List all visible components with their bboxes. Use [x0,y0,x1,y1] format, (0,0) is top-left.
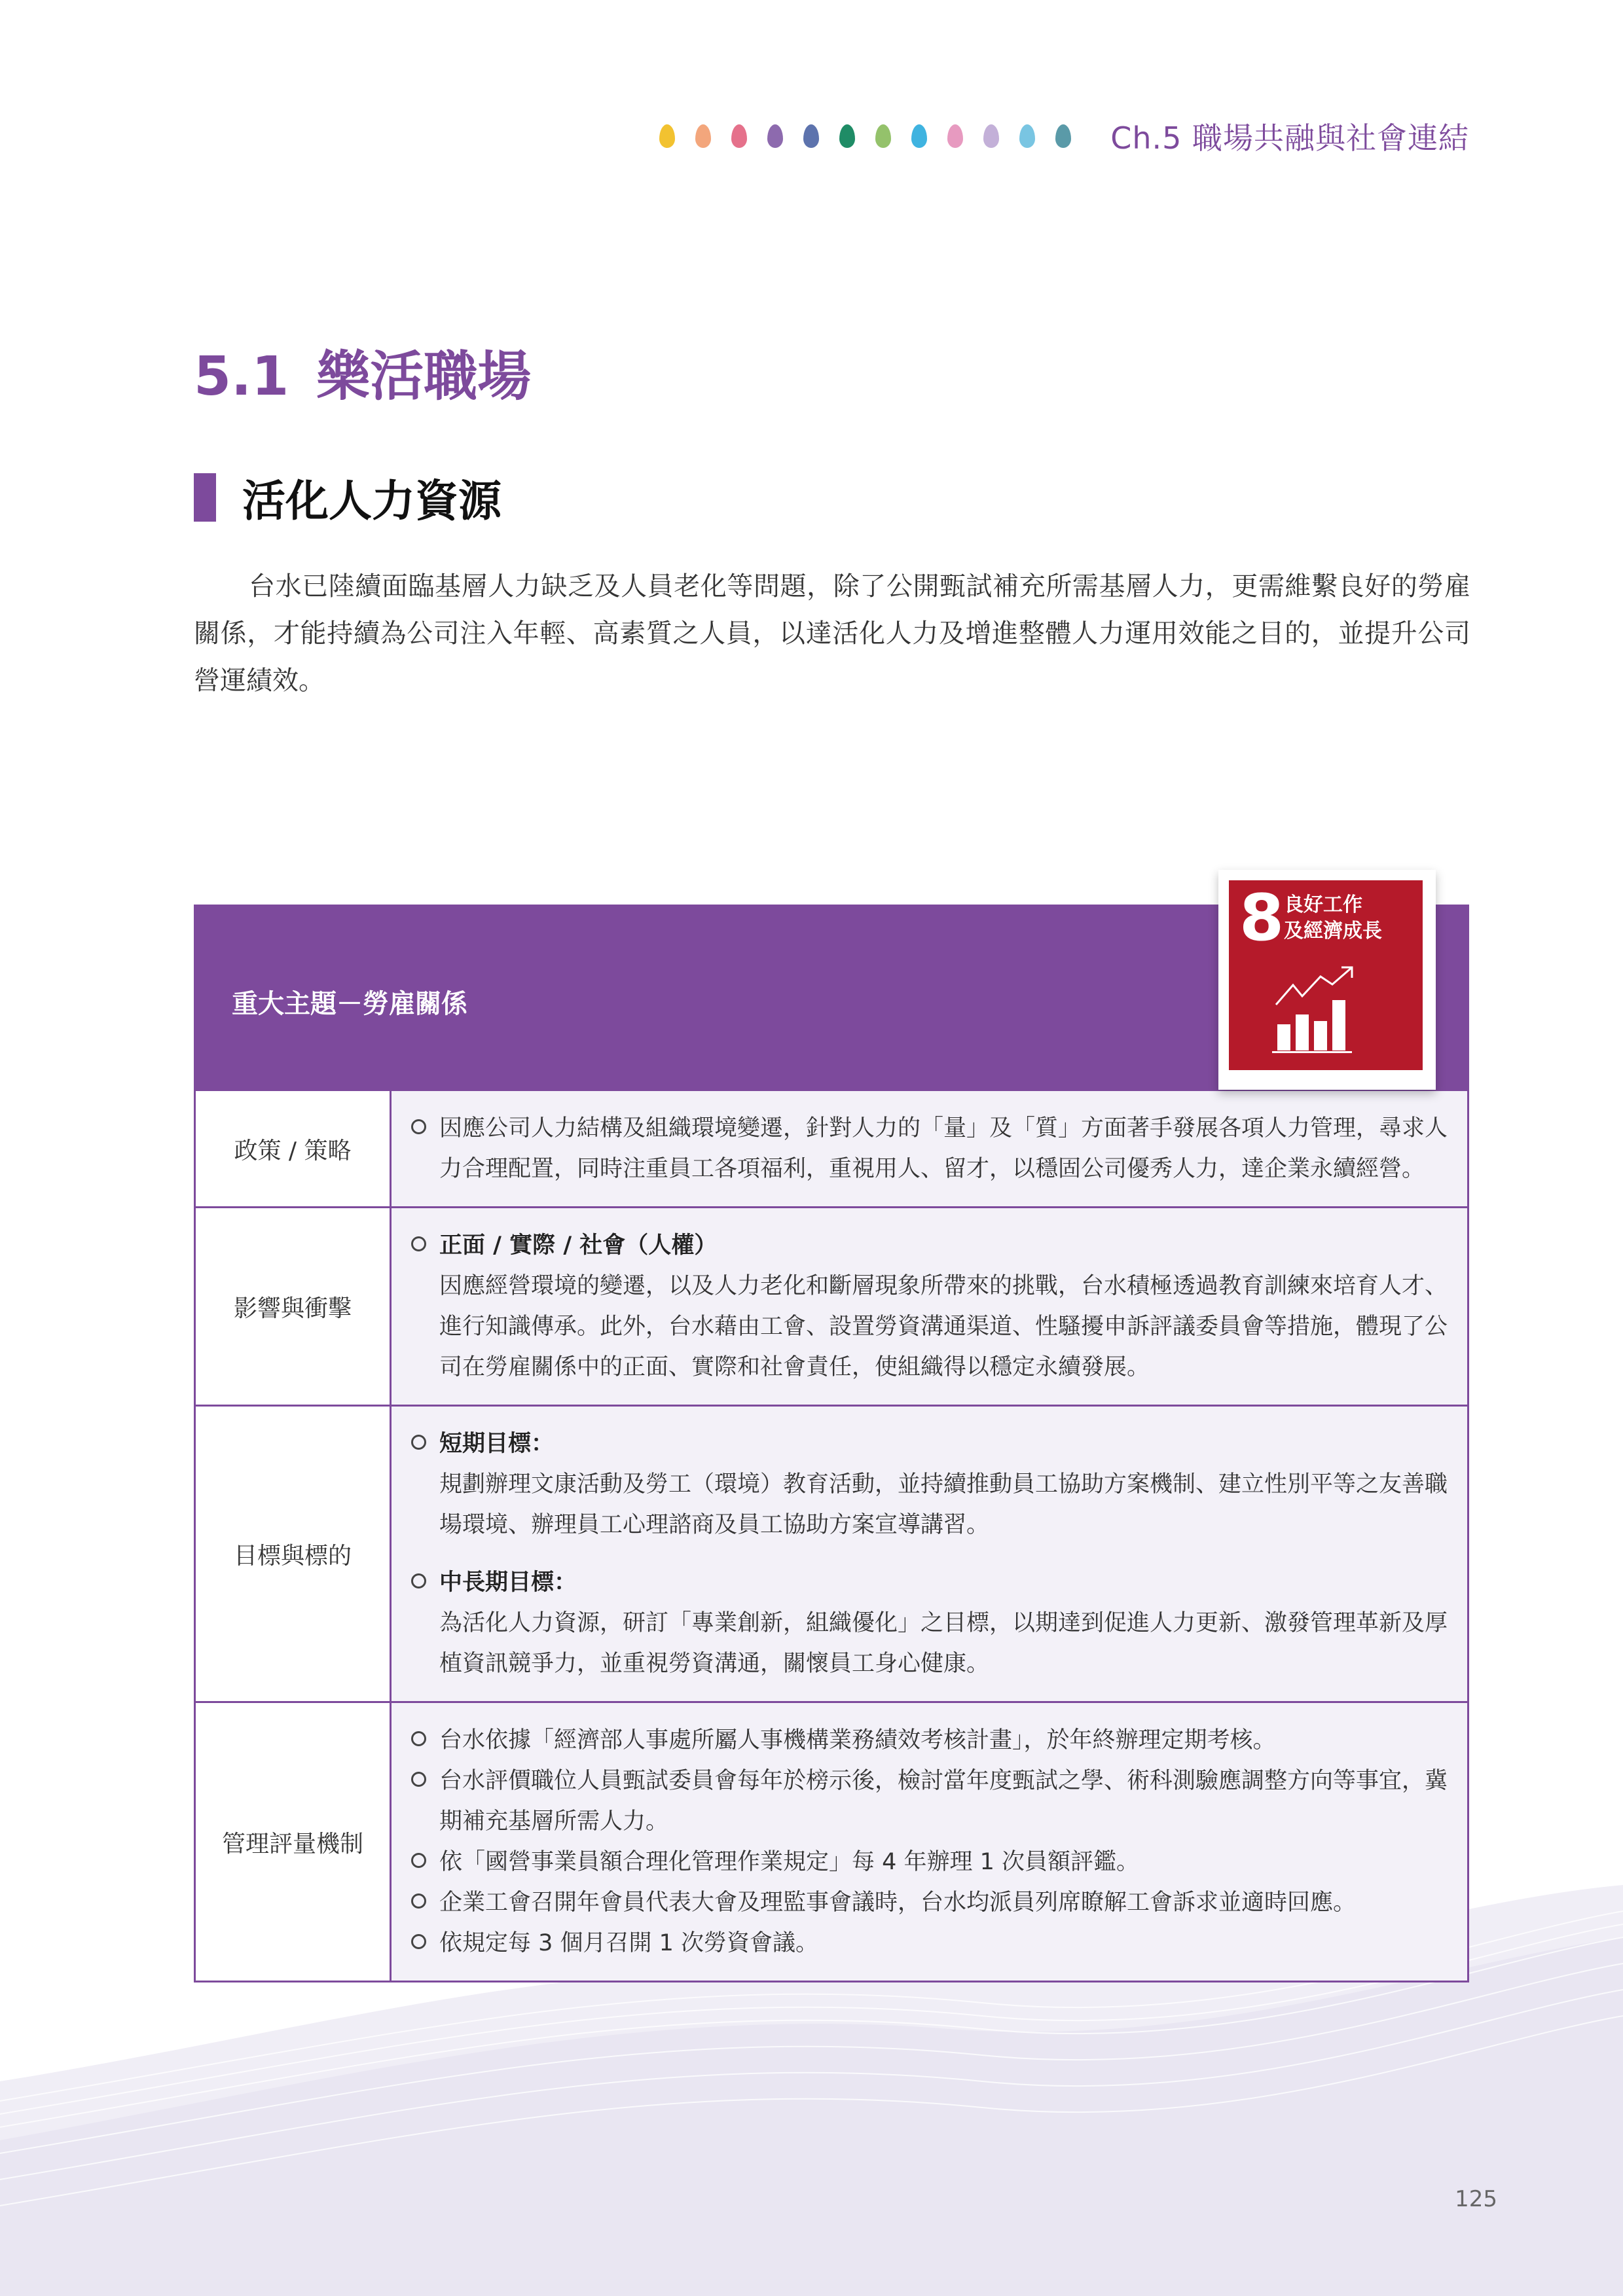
list-item: 依規定每 3 個月召開 1 次勞資會議。 [411,1923,1453,1964]
water-drop-icon [983,124,999,148]
bullet-circle-icon [411,1934,426,1949]
subsection-title: 活化人力資源 [242,476,501,526]
list-item: 正面 / 實際 / 社會（人權） [411,1225,1453,1266]
water-drops-decoration [649,124,1081,148]
bullet-circle-icon [411,1853,426,1868]
list-item: 中長期目標： [411,1562,1453,1603]
sdg-8-badge [1229,880,1423,1070]
list-item: 依「國營事業員額合理化管理作業規定」每 4 年辦理 1 次員額評鑑。 [411,1842,1453,1882]
impact-text: 因應經營環境的變遷，以及人力老化和斷層現象所帶來的挑戰，台水積極透過教育訓練來培育人才、進行知識傳承。此外，台水藉由工會、設置勞資溝通渠道、性騷擾申訴評議委員會等措施，體現了公司在勞雇關係中的正面、實際和社會責任，使組織得以穩定永續發展。 [439,1273,1448,1380]
water-drop-icon [839,124,855,148]
row-content [391,1090,1468,1208]
topic-title: 重大主題－勞雇關係 [232,989,467,1019]
water-drop-icon [947,124,963,148]
list-item: 短期目標： [411,1424,1453,1464]
intro-paragraph: 台水已陸續面臨基層人力缺乏及人員老化等問題，除了公開甄試補充所需基層人力，更需維繫良好的勞雇關係，才能持續為公司注入年輕、高素質之人員，以達活化人力及增進整體人力運用效能之目的，並提升公司營運績效。 [194,571,1470,696]
section-title-text: 樂活職場 [316,346,532,408]
bullet-circle-icon [411,1731,426,1746]
row-content [391,1406,1468,1702]
row-content [391,1702,1468,1982]
short-term-text: 規劃辦理文康活動及勞工（環境）教育活動，並持續推動員工協助方案機制、建立性別平等之友善職場環境、辦理員工心理諮商及員工協助方案宣導講習。 [439,1471,1448,1538]
water-drop-icon [1019,124,1035,148]
section-number: 5.1 [194,346,289,408]
topic-header-bar [194,881,1469,1089]
sdg-label-line2: 及經濟成長 [1284,920,1382,942]
topic-table [194,1089,1469,1982]
water-drop-icon [767,124,783,148]
table-row [195,1090,1468,1208]
bullet-circle-icon [411,1772,426,1787]
material-topic-table [194,881,1469,1982]
page-number: 125 [1455,2186,1497,2212]
list-item: 台水評價職位人員甄試委員會每年於榜示後，檢討當年度甄試之學、術科測驗應調整方向等事宜，冀期補充基層所需人力。 [411,1761,1453,1842]
bullet-circle-icon [411,1435,426,1450]
list-item: 企業工會召開年會員代表大會及理監事會議時，台水均派員列席瞭解工會訴求並適時回應。 [411,1882,1453,1923]
water-drop-icon [875,124,891,148]
growth-chart-icon [1268,962,1366,1054]
water-drop-icon [731,124,747,148]
row-label: 政策 / 策略 [195,1090,391,1208]
sdg-label [1284,892,1382,944]
bullet-circle-icon [411,1573,426,1588]
table-row [195,1702,1468,1982]
bullet-circle-icon [411,1119,426,1134]
section-title [194,334,531,410]
table-row [195,1406,1468,1702]
row-label: 目標與標的 [195,1406,391,1702]
table-row [195,1208,1468,1406]
sdg-badge-frame [1218,870,1436,1090]
water-drop-icon [695,124,711,148]
long-term-text: 為活化人力資源，研訂「專業創新，組織優化」之目標，以期達到促進人力更新、激發管理革新及厚植資訊競爭力，並重視勞資溝通，關懷員工身心健康。 [439,1610,1448,1677]
row-label: 影響與衝擊 [195,1208,391,1406]
list-item: 因應公司人力結構及組織環境變遷，針對人力的「量」及「質」方面著手發展各項人力管理，尋求人力合理配置，同時注重員工各項福利，重視用人、留才，以穩固公司優秀人力，達企業永續經營。 [411,1108,1453,1189]
heading-bar [194,473,216,522]
bullet-circle-icon [411,1893,426,1909]
subsection-heading [194,466,501,528]
water-drop-icon [1055,124,1071,148]
water-drop-icon [659,124,675,148]
water-drop-icon [803,124,819,148]
sdg-number: 8 [1239,881,1285,956]
bullet-circle-icon [411,1236,426,1251]
page-header [649,115,1469,158]
row-label: 管理評量機制 [195,1702,391,1982]
row-content [391,1208,1468,1406]
water-drop-icon [911,124,927,148]
list-item: 台水依據「經濟部人事處所屬人事機構業務績效考核計畫」，於年終辦理定期考核。 [411,1720,1453,1761]
chapter-title: Ch.5 職場共融與社會連結 [1110,120,1469,156]
sdg-label-line1: 良好工作 [1284,893,1362,916]
